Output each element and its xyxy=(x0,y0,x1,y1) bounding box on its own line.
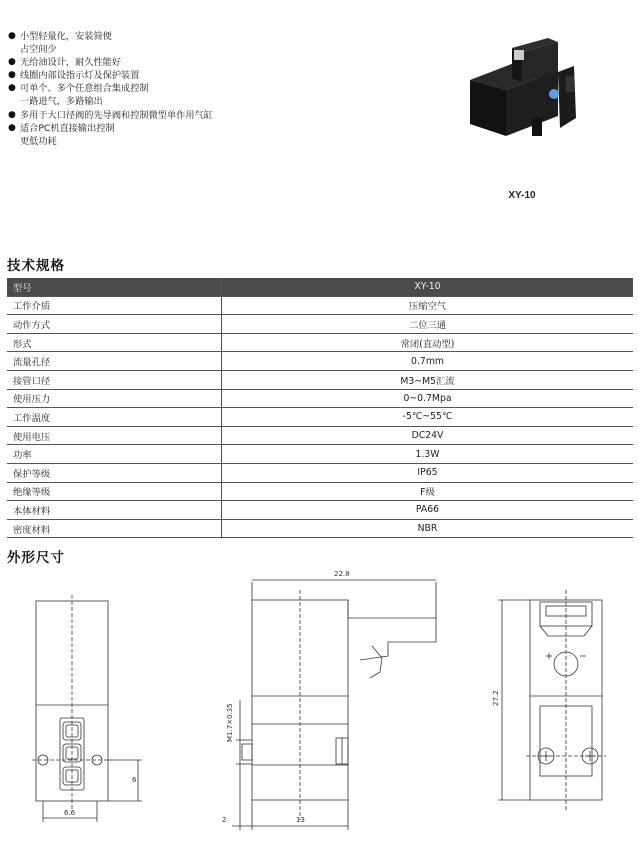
spec-value: 0~0.7Mpa xyxy=(222,389,634,408)
bullet-icon: ● xyxy=(8,57,16,68)
spec-label: 工作介质 xyxy=(7,296,222,315)
spec-value: 1.3W xyxy=(222,445,634,464)
spec-header-label: 型号 xyxy=(7,278,222,296)
spec-value: PA66 xyxy=(222,501,634,520)
product-model-caption: XY-10 xyxy=(508,190,536,201)
bullet-icon: ● xyxy=(8,70,16,81)
spec-value: IP65 xyxy=(222,463,634,482)
spec-row xyxy=(7,501,633,520)
spec-label: 保护等级 xyxy=(7,463,222,482)
dimensions-title: 外形尺寸 xyxy=(7,550,65,566)
spec-row xyxy=(7,463,633,482)
bullet-spacer xyxy=(8,135,20,148)
bullet-icon: ● xyxy=(8,122,16,133)
feature-item xyxy=(8,30,328,43)
spec-value: 二位三通 xyxy=(222,315,634,334)
feature-item xyxy=(8,122,328,135)
bullet-icon: ● xyxy=(8,83,16,94)
spec-row xyxy=(7,370,633,389)
spec-value: 压缩空气 xyxy=(222,296,634,315)
feature-item xyxy=(8,82,328,95)
feature-text: 更低功耗 xyxy=(20,135,57,147)
spec-row xyxy=(7,352,633,371)
spec-value: NBR xyxy=(222,519,634,538)
spec-label: 密度材料 xyxy=(7,519,222,538)
spec-row xyxy=(7,408,633,427)
spec-label: 动作方式 xyxy=(7,315,222,334)
spec-label: 使用压力 xyxy=(7,389,222,408)
feature-item xyxy=(8,109,328,122)
spec-row xyxy=(7,426,633,445)
indicator-light xyxy=(549,89,559,99)
side-width-label: 22.8 xyxy=(334,570,350,578)
spec-header-value: XY-10 xyxy=(222,278,634,296)
spec-value: -5℃~55℃ xyxy=(222,408,634,427)
spec-row xyxy=(7,519,633,538)
feature-text: 一路进气，多路输出 xyxy=(20,96,103,108)
spec-row xyxy=(7,482,633,501)
spec-label: 流量孔径 xyxy=(7,352,222,371)
spec-label: 接管口径 xyxy=(7,370,222,389)
spec-value: 常闭(直动型) xyxy=(222,333,634,352)
front-height-label: 6 xyxy=(132,776,137,784)
feature-list xyxy=(8,30,328,148)
spec-row xyxy=(7,389,633,408)
bullet-icon: ● xyxy=(8,109,16,120)
spec-label: 本体材料 xyxy=(7,501,222,520)
spec-value: F级 xyxy=(222,482,634,501)
side-thread-label: M1.7×0.35 xyxy=(226,703,234,742)
feature-text: 多用于大口径阀的先导阀和控制微型单作用气缸 xyxy=(20,109,213,121)
spec-label: 功率 xyxy=(7,445,222,464)
spec-label: 形式 xyxy=(7,333,222,352)
feature-text: 占空间少 xyxy=(20,44,57,56)
side-length-label: 13 xyxy=(296,816,305,824)
feature-text: 适合PC机直接输出控制 xyxy=(20,122,115,134)
feature-text: 可单个、多个任意组合集成控制 xyxy=(20,83,149,95)
spec-row xyxy=(7,296,633,315)
spec-header-row xyxy=(7,278,633,296)
front-width-label: 6.6 xyxy=(64,809,76,817)
spec-table xyxy=(7,278,633,538)
end-height-label: 27.2 xyxy=(492,690,500,706)
side-view-drawing xyxy=(232,580,436,830)
spec-value: 0.7mm xyxy=(222,352,634,371)
feature-text: 小型轻量化，安装简便 xyxy=(20,31,112,42)
feature-text: 无给油设计，耐久性能好 xyxy=(20,57,122,69)
feature-item xyxy=(8,95,328,108)
feature-item xyxy=(8,69,328,82)
spec-value: M3~M5汇流 xyxy=(222,370,634,389)
feature-item xyxy=(8,43,328,56)
spec-row xyxy=(7,315,633,334)
side-offset-label: 2 xyxy=(222,816,227,824)
feature-item xyxy=(8,56,328,69)
product-photo xyxy=(462,32,590,160)
spec-value: DC24V xyxy=(222,426,634,445)
bullet-spacer xyxy=(8,95,20,108)
feature-item xyxy=(8,135,328,148)
spec-row xyxy=(7,333,633,352)
spec-label: 使用电压 xyxy=(7,426,222,445)
bullet-icon: ● xyxy=(8,31,16,41)
front-view-drawing xyxy=(32,595,142,822)
feature-text: 线圈内部设指示灯及保护装置 xyxy=(20,70,140,82)
specs-title: 技术规格 xyxy=(7,258,65,274)
spec-row xyxy=(7,445,633,464)
spec-label: 绝缘等级 xyxy=(7,482,222,501)
dimension-drawings xyxy=(0,560,639,849)
spec-label: 工作温度 xyxy=(7,408,222,427)
bullet-spacer xyxy=(8,43,20,56)
end-view-drawing xyxy=(498,590,606,810)
